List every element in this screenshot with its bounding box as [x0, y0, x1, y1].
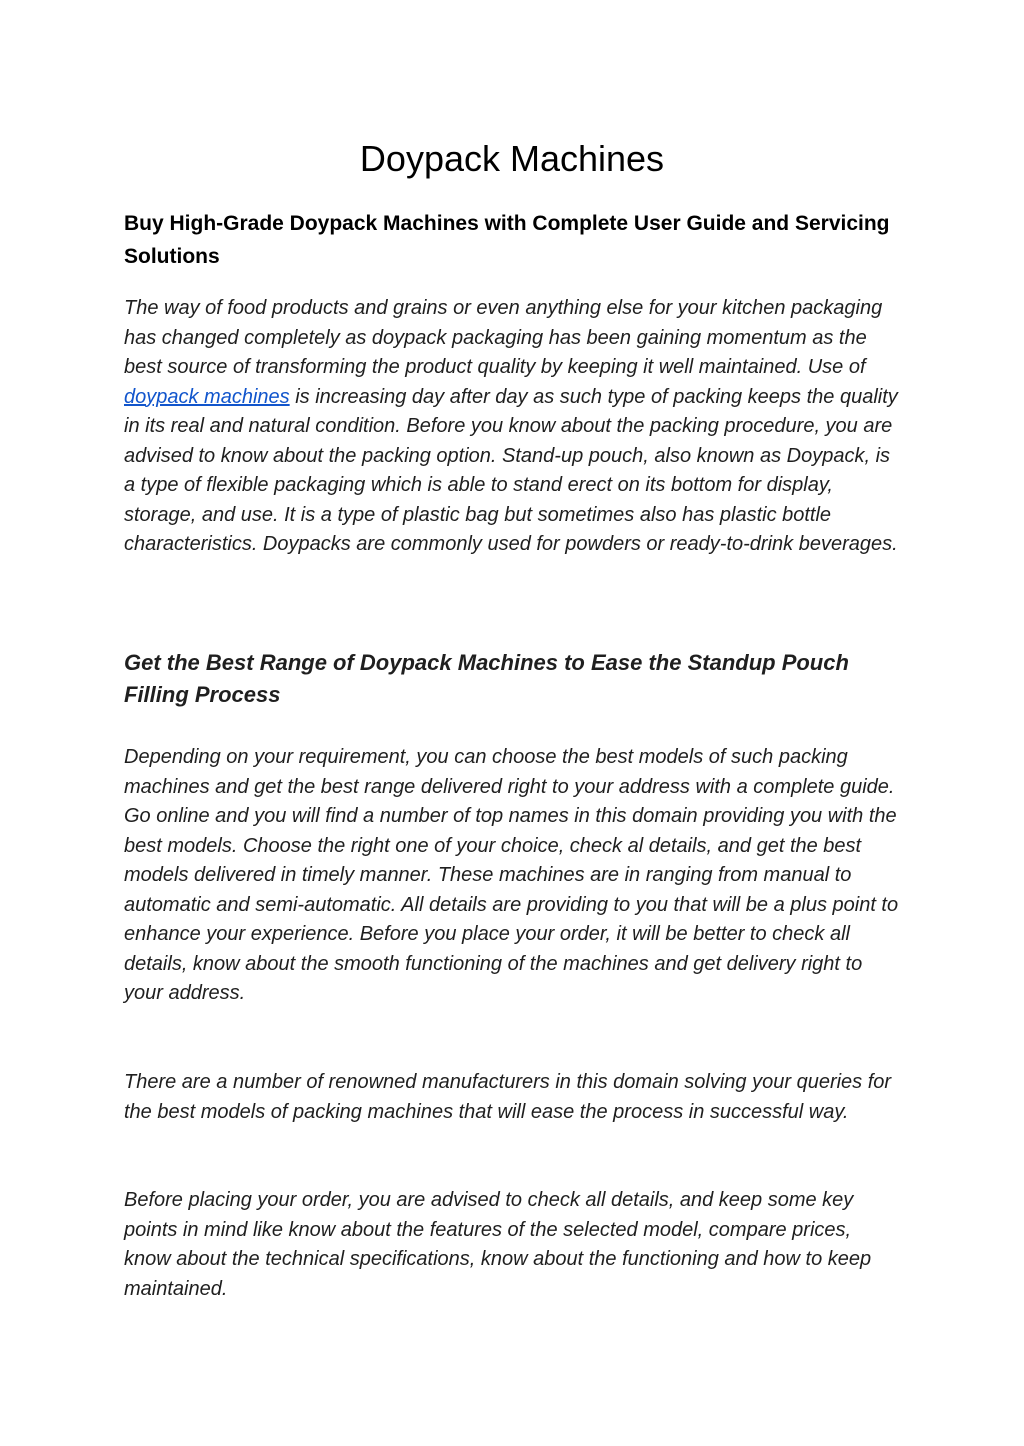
- body-paragraph-models: Depending on your requirement, you can choose the best models of such packing machines and get the best range delivered right to your address with a complete guide. Go online and you will find a number of top names in this domain providing you with the best models. Choose the right one of your choice, check al details, and get the best models delivered in timely manner. These machines are in ranging from manual to automatic and semi-automatic. All details are providing to you that will be a plus point to enhance your experience. Before you place your order, it will be better to check all details, know about the smooth functioning of the machines and get delivery right to your address.: [124, 746, 899, 1004]
- doypack-machines-link[interactable]: doypack machines: [124, 385, 290, 408]
- section-heading: Get the Best Range of Doypack Machines to Ease the Standup Pouch Filling Process: [124, 650, 849, 707]
- intro-paragraph: [124, 294, 900, 560]
- document-subtitle: Buy High-Grade Doypack Machines with Complete User Guide and Servicing Solutions: [124, 212, 890, 268]
- body-paragraph-order-advice: Before placing your order, you are advised to check all details, and keep some key points in mind like know about the features of the selected model, compare prices, know about the technical specifications, know about the functioning and how to keep maintained.: [124, 1189, 872, 1300]
- page-title: Doypack Machines: [359, 138, 665, 179]
- intro-text-after-link: is increasing day after day as such type of packing keeps the quality in its real and natural condition. Before you know about the packing procedure, you are advised to know about the packing option. Stand-up pouch, also known as Doypack, is a type of flexible packaging which is able to stand erect on its bottom for display, storage, and use. It is a type of plastic bag but sometimes also has plastic bottle characteristics. Doypacks are commonly used for powders or ready-to-drink beverages.: [124, 385, 898, 555]
- intro-text-before-link: The way of food products and grains or even anything else for your kitchen packaging has changed completely as doypack packaging has been gaining momentum as the best source of transforming the product quality by keeping it well maintained. Use of: [124, 297, 883, 378]
- body-paragraph-manufacturers: There are a number of renowned manufacturers in this domain solving your queries for the best models of packing machines that will ease the process in successful way.: [124, 1071, 892, 1123]
